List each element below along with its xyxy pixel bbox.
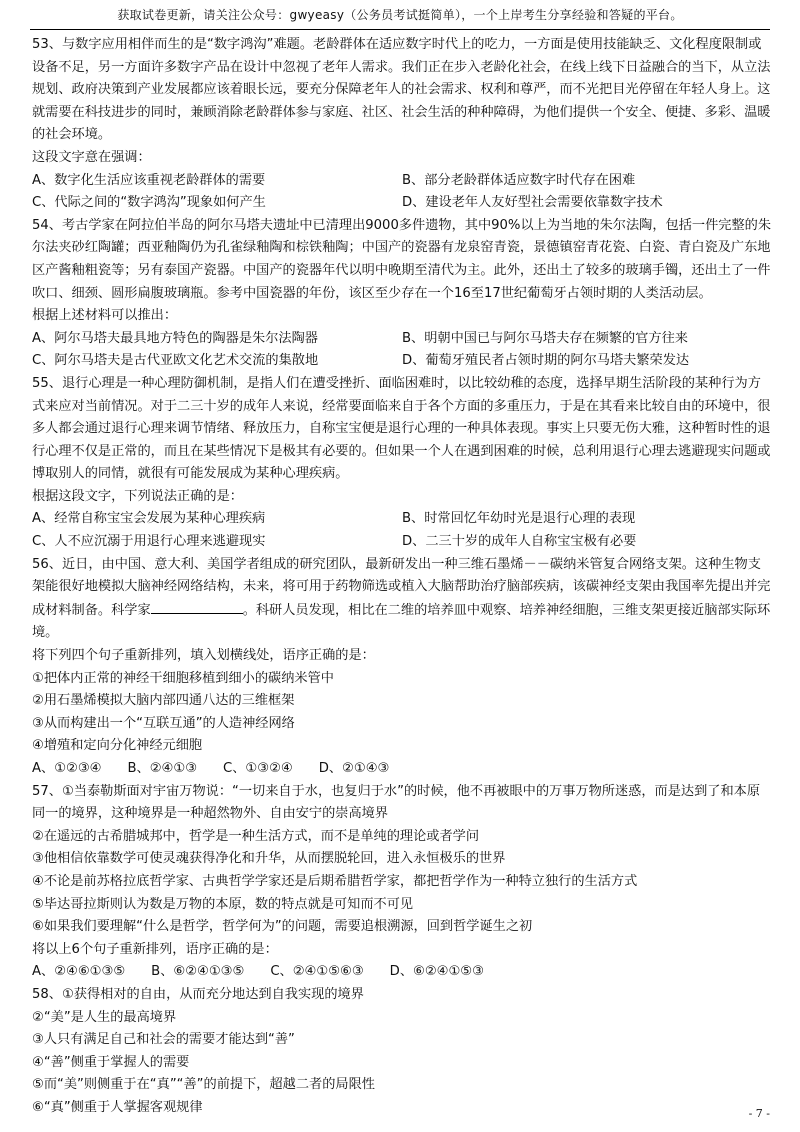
sentence-3: ③他相信依靠数学可使灵魂获得净化和升华，从而摆脱轮回，进入永恒极乐的世界 xyxy=(32,851,506,867)
sentence-1: 57、①当泰勒斯面对宇宙万物说：“一切来自于水，也复归于水”的时候，他不再被眼中的万事万物所迷惑，而是达到了和本原同一的境界，这种境界是一种超然物外、自由安宁的崇高境界 xyxy=(32,783,761,822)
sentence-5: ⑤而“美”则侧重于在“真”“善”的前提下，超越二者的局限性 xyxy=(32,1077,375,1093)
sentence-2: ②用石墨烯模拟大脑内部四通八达的三维框架 xyxy=(32,693,295,709)
option-d: D、葡萄牙殖民者占领时期的阿尔马塔夫繁荣发达 xyxy=(402,353,690,369)
options-row xyxy=(32,961,772,984)
question-stem: 55、退行心理是一种心理防御机制，是指人们在遭受挫折、面临困难时，以比较幼稚的态度，选择早期生活阶段的某种行为方式来应对当前情况。对于二三十岁的成年人来说，经常要面临来自于各个方面的多重压力，于是在其看来比较自由的环境中，很多人都会通过退行心理来调节情绪、释放压力，自称宝宝便是退行心理的一种具体表现。事实上只要无伤大雅，这种暂时性的退行心理不仅是正常的，而且在某些情况下是极其有必要的。但如果一个人在遇到困难的时候，总利用退行心理去逃避现实问题或博取别人的同情，就很有可能发展成为某种心理疾病。 xyxy=(32,375,771,482)
options-row xyxy=(32,328,772,351)
question-55 xyxy=(32,373,772,554)
stem-after-blank: 。科研人员发现，相比在二维的培养皿中观察、培养神经细胞，三维支架更接近脑部实际环境。 xyxy=(32,602,771,641)
question-54 xyxy=(32,215,772,373)
sentence-4: ④增殖和定向分化神经元细胞 xyxy=(32,738,203,754)
option-c: C、阿尔马塔夫是古代亚欧文化艺术交流的集散地 xyxy=(32,353,319,369)
header-text: 获取试卷更新，请关注公众号：gwyeasy（公务员考试挺简单），一个上岸考生分享经验和答疑的平台。 xyxy=(117,8,683,22)
page-header xyxy=(0,0,800,30)
option-b: B、时常回忆年幼时光是退行心理的表现 xyxy=(402,511,636,527)
option-a: A、经常自称宝宝会发展为某种心理疾病 xyxy=(32,511,266,527)
question-stem: 53、与数字应用相伴而生的是“数字鸿沟”难题。老龄群体在适应数字时代上的吃力，一方面是使用技能缺乏、文化程度限制或设备不足，另一方面许多数字产品在设计中忽视了老年人需求。我们正在步入老龄化社会，在线上线下日益融合的当下，从立法规划、政府决策到产业发展都应该着眼长远，要充分保障老年人的社会需求、权利和尊严，而不光把目光停留在年轻人身上。这就需要在科技进步的同时，兼顾消除老龄群体参与家庭、社区、社会生活的种种障碍，为他们提供一个安全、便捷、多彩、温暖的社会环境。 xyxy=(32,37,771,143)
sentence-6: ⑥如果我们要理解“什么是哲学，哲学何为”的问题，需要追根溯源，回到哲学诞生之初 xyxy=(32,919,533,935)
options-row xyxy=(32,170,772,193)
question-prompt: 将下列四个句子重新排列，填入划横线处，语序正确的是： xyxy=(32,648,375,664)
sentence-2: ②“美”是人生的最高境界 xyxy=(32,1009,177,1025)
sentence-4: ④不论是前苏格拉底哲学家、古典哲学学家还是后期希腊哲学家，都把哲学作为一种特立独行的生活方式 xyxy=(32,873,638,889)
question-prompt: 根据这段文字，下列说法正确的是： xyxy=(32,488,243,504)
sentence-2: ②在遥远的古希腊城邦中，哲学是一种生活方式，而不是单纯的理论或者学问 xyxy=(32,828,480,844)
option-a: A、②④⑥①③⑤ xyxy=(32,964,126,980)
sentence-1: 58、①获得相对的自由，从而充分地达到自我实现的境界 xyxy=(32,986,364,1002)
options-row xyxy=(32,508,772,531)
question-57 xyxy=(32,781,772,984)
header-divider xyxy=(30,29,770,30)
option-c: C、①③②④ xyxy=(223,761,293,776)
options-row xyxy=(32,758,772,781)
sentence-6: ⑥“真”侧重于人掌握客观规律 xyxy=(32,1099,203,1115)
stem-before-blank: 56、近日，由中国、意大利、美国学者组成的研究团队，最新研发出一种三维石墨烯－－碳纳米管复合网络支架。这种生物支架能很好地模拟大脑神经网络结构，未来，将可用于药物筛选或植入大脑帮助治疗脑部疾病，该碳神经支架由我国率先提出并完成材料制备。科学家 xyxy=(32,556,771,618)
question-56 xyxy=(32,554,772,781)
sentence-3: ③人只有满足自己和社会的需要才能达到“善” xyxy=(32,1032,295,1048)
option-a: A、数字化生活应该重视老龄群体的需要 xyxy=(32,172,266,188)
sentence-4: ④“善”侧重于掌握人的需要 xyxy=(32,1054,190,1070)
option-d: D、二三十岁的成年人自称宝宝极有必要 xyxy=(402,534,637,550)
options-row xyxy=(32,350,772,373)
option-b: B、部分老龄群体适应数字时代存在困难 xyxy=(402,172,636,188)
option-b: B、②④①③ xyxy=(127,761,198,776)
options-row xyxy=(32,192,772,215)
option-b: B、明朝中国已与阿尔马塔夫存在频繁的官方往来 xyxy=(402,330,688,346)
option-c: C、②④①⑤⑥③ xyxy=(270,964,364,980)
options-row xyxy=(32,531,772,554)
question-53 xyxy=(32,34,772,215)
option-a: A、①②③④ xyxy=(32,761,102,776)
option-d: D、⑥②④①⑤③ xyxy=(389,964,484,980)
sentence-1: ①把体内正常的神经干细胞移植到细小的碳纳米管中 xyxy=(32,670,334,686)
question-prompt: 根据上述材料可以推出： xyxy=(32,308,178,324)
option-b: B、⑥②④①③⑤ xyxy=(151,964,245,980)
question-prompt: 这段文字意在强调： xyxy=(32,149,151,165)
sentence-3: ③从而构建出一个“互联互通”的人造神经网络 xyxy=(32,715,295,731)
option-c: C、人不应沉溺于用退行心理来逃避现实 xyxy=(32,534,266,550)
option-d: D、建设老年人友好型社会需要依靠数字技术 xyxy=(402,195,663,211)
question-stem xyxy=(32,554,772,645)
document-body xyxy=(32,34,772,1120)
option-d: D、②①④③ xyxy=(318,761,390,776)
question-58 xyxy=(32,984,772,1120)
question-prompt: 将以上6个句子重新排列，语序正确的是： xyxy=(32,941,278,957)
question-stem: 54、考古学家在阿拉伯半岛的阿尔马塔夫遗址中已清理出9000多件遗物，其中90%以上为当地的朱尔法陶，包括一件完整的朱尔法夹砂红陶罐；西亚釉陶仍为孔雀绿釉陶和棕铁釉陶；中国产的瓷器有龙泉窑青瓷，景德镇窑青花瓷、白瓷、青白瓷及广东地区产酱釉粗瓷等；另有泰国产瓷器。中国产的瓷器年代以明中晚期至清代为主。此外，还出土了较多的玻璃手镯，还出土了一件吹口、细颈、圆形扁腹玻璃瓶。参考中国瓷器的年份，该区至少存在一个16至17世纪葡萄牙占领时期的人类活动层。 xyxy=(32,217,772,301)
option-c: C、代际之间的“数字鸿沟”现象如何产生 xyxy=(32,195,266,211)
page-number: - 7 - xyxy=(748,1107,770,1120)
option-a: A、阿尔马塔夫最具地方特色的陶器是朱尔法陶器 xyxy=(32,330,318,346)
fill-blank xyxy=(151,599,243,614)
sentence-5: ⑤毕达哥拉斯则认为数是万物的本原，数的特点就是可知而不可见 xyxy=(32,896,414,912)
